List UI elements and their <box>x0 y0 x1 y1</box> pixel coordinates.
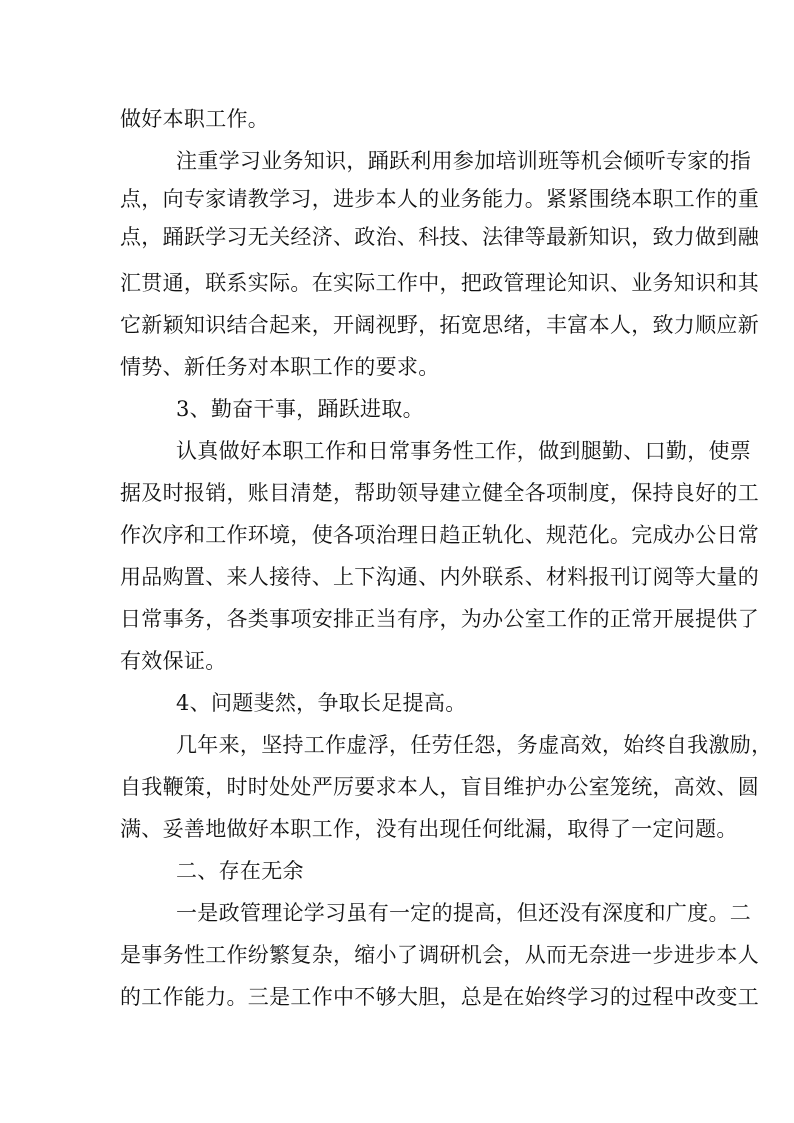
paragraph-first-line: 注重学习业务知识，踊跃利用参加培训班等机会倾听专家的指 <box>176 149 752 173</box>
paragraph-first-line: 几年来，坚持工作虚浮，任劳任怨，务虚高效，始终自我激励， <box>176 733 773 757</box>
section-heading: 3、勤奋干事，踊跃进取。 <box>176 397 424 421</box>
text-line: 的工作能力。三是工作中不够大胆，总是在始终学习的过程中改变工 <box>120 985 759 1009</box>
text-line: 汇贯通，联系实际。在实际工作中，把政管理论知识、业务知识和其 <box>120 271 759 295</box>
text-line: 据及时报销，账目清楚，帮助领导建立健全各项制度，保持良好的工 <box>120 481 759 505</box>
text-line: 作次序和工作环境，使各项治理日趋正轨化、规范化。完成办公日常 <box>120 523 759 547</box>
text-line: 点，向专家请教学习，进步本人的业务能力。紧紧围绕本职工作的重 <box>120 187 759 211</box>
text-line: 它新颖知识结合起来，开阔视野，拓宽思绪，丰富本人，致力顺应新 <box>120 313 759 337</box>
text-line: 是事务性工作纷繁复杂，缩小了调研机会，从而无奈进一步进步本人 <box>120 943 759 967</box>
text-line: 日常事务，各类事项安排正当有序，为办公室工作的正常开展提供了 <box>120 607 759 631</box>
text-line: 有效保证。 <box>120 649 227 673</box>
text-line: 点，踊跃学习无关经济、政治、科技、法律等最新知识，致力做到融 <box>120 225 759 249</box>
paragraph-first-line: 一是政管理论学习虽有一定的提高，但还没有深度和广度。二 <box>176 901 752 925</box>
paragraph-first-line: 认真做好本职工作和日常事务性工作，做到腿勤、口勤，使票 <box>176 439 752 463</box>
text-line: 情势、新任务对本职工作的要求。 <box>120 355 440 379</box>
text-line: 自我鞭策，时时处处严厉要求本人，盲目维护办公室笼统，高效、圆 <box>120 775 759 799</box>
text-line: 做好本职工作。 <box>120 107 270 131</box>
text-line: 满、妥善地做好本职工作，没有出现任何纰漏，取得了一定问题。 <box>120 817 738 841</box>
section-heading: 4、问题斐然，争取长足提高。 <box>176 691 467 715</box>
text-line: 用品购置、来人接待、上下沟通、内外联系、材料报刊订阅等大量的 <box>120 565 759 589</box>
section-heading: 二、存在无余 <box>176 859 304 883</box>
